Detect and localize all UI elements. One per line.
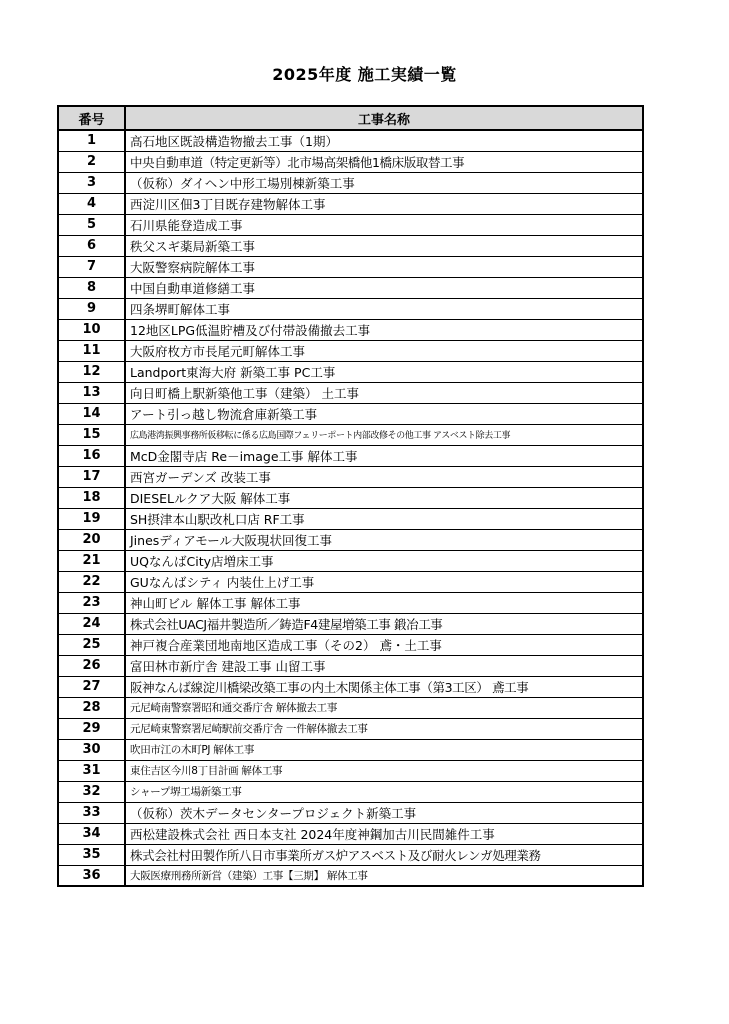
project-name: SH摂津本山駅改札口店 RF工事: [125, 508, 643, 529]
project-name: シャープ堺工場新築工事: [125, 781, 643, 802]
project-name: 広島港湾振興事務所仮移転に係る広島国際フェリーポート内部改修その他工事 アスベスト除去工事: [125, 424, 643, 445]
project-name: McD金閣寺店 Re－image工事 解体工事: [125, 445, 643, 466]
project-name: 神山町ビル 解体工事 解体工事: [125, 592, 643, 613]
project-name: アート引っ越し物流倉庫新築工事: [125, 403, 643, 424]
table-row: [58, 529, 643, 550]
project-name: UQなんばCity店増床工事: [125, 550, 643, 571]
row-number: 21: [58, 550, 125, 571]
row-number: 19: [58, 508, 125, 529]
project-name: 大阪警察病院解体工事: [125, 256, 643, 277]
table-row: [58, 676, 643, 697]
row-number: 27: [58, 676, 125, 697]
row-number: 8: [58, 277, 125, 298]
page-title: 2025年度 施工実績一覧: [272, 65, 457, 84]
row-number: 24: [58, 613, 125, 634]
project-name: 高石地区既設構造物撤去工事（1期）: [125, 130, 643, 151]
table-row: [58, 151, 643, 172]
project-name: 東住吉区今川8丁目計画 解体工事: [125, 760, 643, 781]
table-row: [58, 130, 643, 151]
table-row: [58, 655, 643, 676]
project-name: 元尼崎南警察署昭和通交番庁舎 解体撤去工事: [125, 697, 643, 718]
table-row: [58, 214, 643, 235]
row-number: 9: [58, 298, 125, 319]
row-number: 29: [58, 718, 125, 739]
table-row: [58, 739, 643, 760]
table-row: [58, 424, 643, 445]
row-number: 22: [58, 571, 125, 592]
table-row: [58, 256, 643, 277]
project-name: 神戸複合産業団地南地区造成工事（その2） 鳶・土工事: [125, 634, 643, 655]
row-number: 5: [58, 214, 125, 235]
row-number: 25: [58, 634, 125, 655]
row-number: 12: [58, 361, 125, 382]
project-name: （仮称）茨木データセンタープロジェクト新築工事: [125, 802, 643, 823]
row-number: 15: [58, 424, 125, 445]
table-row: [58, 445, 643, 466]
row-number: 3: [58, 172, 125, 193]
row-number: 34: [58, 823, 125, 844]
row-number: 1: [58, 130, 125, 151]
table-header-row: [58, 106, 643, 130]
table-row: [58, 340, 643, 361]
project-name: DIESELルクア大阪 解体工事: [125, 487, 643, 508]
row-number: 23: [58, 592, 125, 613]
project-name: （仮称）ダイヘン中形工場別棟新築工事: [125, 172, 643, 193]
row-number: 28: [58, 697, 125, 718]
project-name: 吹田市江の木町PJ 解体工事: [125, 739, 643, 760]
project-name: 大阪府枚方市長尾元町解体工事: [125, 340, 643, 361]
row-number: 13: [58, 382, 125, 403]
project-name: 四条堺町解体工事: [125, 298, 643, 319]
project-name: 大阪医療刑務所新営（建築）工事【三期】 解体工事: [125, 865, 643, 886]
row-number: 31: [58, 760, 125, 781]
column-header-number: 番号: [58, 106, 125, 130]
project-name: 富田林市新庁舎 建設工事 山留工事: [125, 655, 643, 676]
project-name: 阪神なんば線淀川橋梁改築工事の内土木関係主体工事（第3工区） 鳶工事: [125, 676, 643, 697]
table-row: [58, 781, 643, 802]
row-number: 30: [58, 739, 125, 760]
project-name: 秩父スギ薬局新築工事: [125, 235, 643, 256]
table-row: [58, 172, 643, 193]
row-number: 4: [58, 193, 125, 214]
project-name: Landport東海大府 新築工事 PC工事: [125, 361, 643, 382]
row-number: 7: [58, 256, 125, 277]
row-number: 11: [58, 340, 125, 361]
project-name: 中国自動車道修繕工事: [125, 277, 643, 298]
project-name: 西淀川区佃3丁目既存建物解体工事: [125, 193, 643, 214]
project-name: 12地区LPG低温貯槽及び付帯設備撤去工事: [125, 319, 643, 340]
table-row: [58, 550, 643, 571]
table-row: [58, 508, 643, 529]
row-number: 17: [58, 466, 125, 487]
table-row: [58, 382, 643, 403]
table-row: [58, 802, 643, 823]
table-row: [58, 760, 643, 781]
row-number: 35: [58, 844, 125, 865]
table-row: [58, 361, 643, 382]
table-row: [58, 235, 643, 256]
table-row: [58, 718, 643, 739]
column-header-name: 工事名称: [125, 106, 643, 130]
table-row: [58, 466, 643, 487]
table-row: [58, 193, 643, 214]
row-number: 32: [58, 781, 125, 802]
project-name: 株式会社村田製作所八日市事業所ガス炉アスベスト及び耐火レンガ処理業務: [125, 844, 643, 865]
project-name: 中央自動車道（特定更新等）北市場高架橋他1橋床版取替工事: [125, 151, 643, 172]
table-row: [58, 697, 643, 718]
table-row: [58, 592, 643, 613]
row-number: 6: [58, 235, 125, 256]
row-number: 26: [58, 655, 125, 676]
project-name: 西宮ガーデンズ 改装工事: [125, 466, 643, 487]
project-name: 石川県能登造成工事: [125, 214, 643, 235]
project-name: GUなんばシティ 内装仕上げ工事: [125, 571, 643, 592]
row-number: 33: [58, 802, 125, 823]
project-name: 株式会社UACJ福井製造所／鋳造F4建屋増築工事 鍛冶工事: [125, 613, 643, 634]
table-row: [58, 613, 643, 634]
project-name: 西松建設株式会社 西日本支社 2024年度神鋼加古川民間雑件工事: [125, 823, 643, 844]
construction-results-table: [57, 105, 644, 887]
table-row: [58, 844, 643, 865]
table-row: [58, 319, 643, 340]
table-row: [58, 277, 643, 298]
table-row: [58, 403, 643, 424]
row-number: 2: [58, 151, 125, 172]
project-name: 元尼崎東警察署尼崎駅前交番庁舎 一件解体撤去工事: [125, 718, 643, 739]
row-number: 10: [58, 319, 125, 340]
row-number: 36: [58, 865, 125, 886]
project-name: 向日町橋上駅新築他工事（建築） 土工事: [125, 382, 643, 403]
table-row: [58, 571, 643, 592]
row-number: 20: [58, 529, 125, 550]
row-number: 16: [58, 445, 125, 466]
table-row: [58, 487, 643, 508]
table-row: [58, 823, 643, 844]
table-row: [58, 865, 643, 886]
row-number: 18: [58, 487, 125, 508]
row-number: 14: [58, 403, 125, 424]
table-row: [58, 298, 643, 319]
project-name: Jinesディアモール大阪現状回復工事: [125, 529, 643, 550]
table-row: [58, 634, 643, 655]
